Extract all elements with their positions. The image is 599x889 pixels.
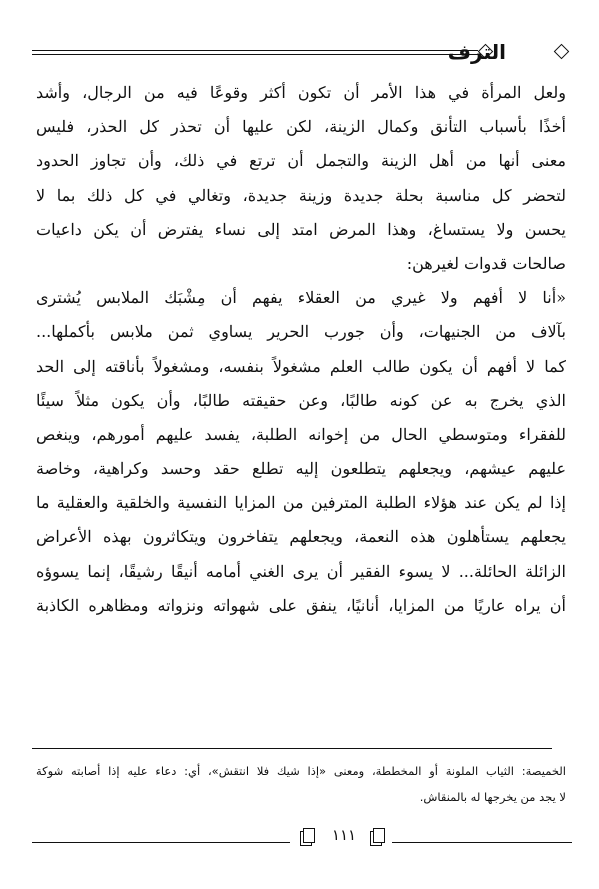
body-line: صالحات قدوات لغيرهن: bbox=[406, 253, 566, 273]
body-text bbox=[36, 76, 566, 623]
footnote-line: الخميصة: الثياب الملونة أو المخططة، ومعنى «إذا شيك فلا انتقش»، أي: دعاء عليه إذا أصابته شوكة bbox=[36, 764, 566, 778]
header-rule-left bbox=[32, 50, 478, 51]
body-line: يحسن ولا يستساغ، وهذا المرض امتد إلى نساء يفترض أن يكن داعيات bbox=[36, 219, 566, 239]
header-ornament-right bbox=[554, 44, 570, 60]
footnote-separator bbox=[32, 748, 552, 749]
footnote-line: لا يجد من يخرجها له بالمنقاش. bbox=[419, 790, 566, 804]
quote-line: «أنا لا أفهم ولا غيري من العقلاء يفهم أن مِشْبَك الملابس يُشترى bbox=[36, 288, 566, 308]
body-line: أخذًا بأسباب التأنق وكمال الزينة، لكن عليها أن تحذر كل الحذر، فليس bbox=[36, 117, 566, 137]
page-number: ١١١ bbox=[331, 826, 357, 844]
footer-rule-right bbox=[392, 842, 572, 843]
quote-line: الذي يخرج به عن كونه طالبًا، وعن حقيقته طالبًا، وأن يكون مثلاً سيئًا bbox=[36, 390, 566, 410]
footnote bbox=[36, 758, 566, 810]
book-icon bbox=[370, 828, 384, 846]
quote-line: أن يراه عاريًا من المزايا، أنانيًا، ينفق على شهواته ونزواته ومظاهره الكاذبة bbox=[36, 595, 566, 615]
body-line: معنى أنها من أهل الزينة والتجمل أن ترتع في ذلك، وأن تجاوز الحدود bbox=[36, 151, 566, 171]
quote-line: عليهم عيشهم، ويجعلهم يتطلعون إليه تطلع حقد وحسد وكراهية، وخاصة bbox=[36, 459, 566, 479]
footer-rule-left bbox=[32, 842, 290, 843]
book-icon bbox=[300, 828, 314, 846]
body-line: ولعل المرأة في هذا الأمر أن تكون أكثر وقوعًا فيه من الرجال، وأشد bbox=[36, 83, 566, 102]
quote-line: للفقراء ومتوسطي الحال من إخوانه الطلبة، يفسد عليهم أمورهم، وينغص bbox=[36, 424, 566, 444]
page-footer bbox=[32, 820, 572, 860]
running-header bbox=[32, 40, 572, 66]
quote-line: إذا لم يكن عند هؤلاء الطلبة المترفين من المزايا النفسية والخلقية والعقلية ما bbox=[36, 493, 566, 513]
body-line: لتحضر كل مناسبة بحلة جديدة وزينة جديدة، وتغالي في كل ذلك بما لا bbox=[36, 185, 566, 205]
running-header-title: الترف bbox=[447, 40, 506, 64]
quote-line: يجعلهم يستأهلون هذه النعمة، ويجعلهم يتفاخرون ويتكاثرون بهذه الأعراض bbox=[36, 527, 566, 547]
quote-line: كما لا أفهم أن يكون طالب العلم مشغولاً بنفسه، ومشغولاً بأناقته إلى الحد bbox=[36, 356, 566, 376]
quote-line: بآلاف من الجنيهات، وأن جورب الحرير يساوي ثمن ملابس بأكملها... bbox=[36, 322, 566, 342]
quote-line: الزائلة الحائلة... لا يسوء الفقير أن يرى الغني أمامه أنيقًا رشيقًا، إنما يسوؤه bbox=[36, 561, 566, 581]
